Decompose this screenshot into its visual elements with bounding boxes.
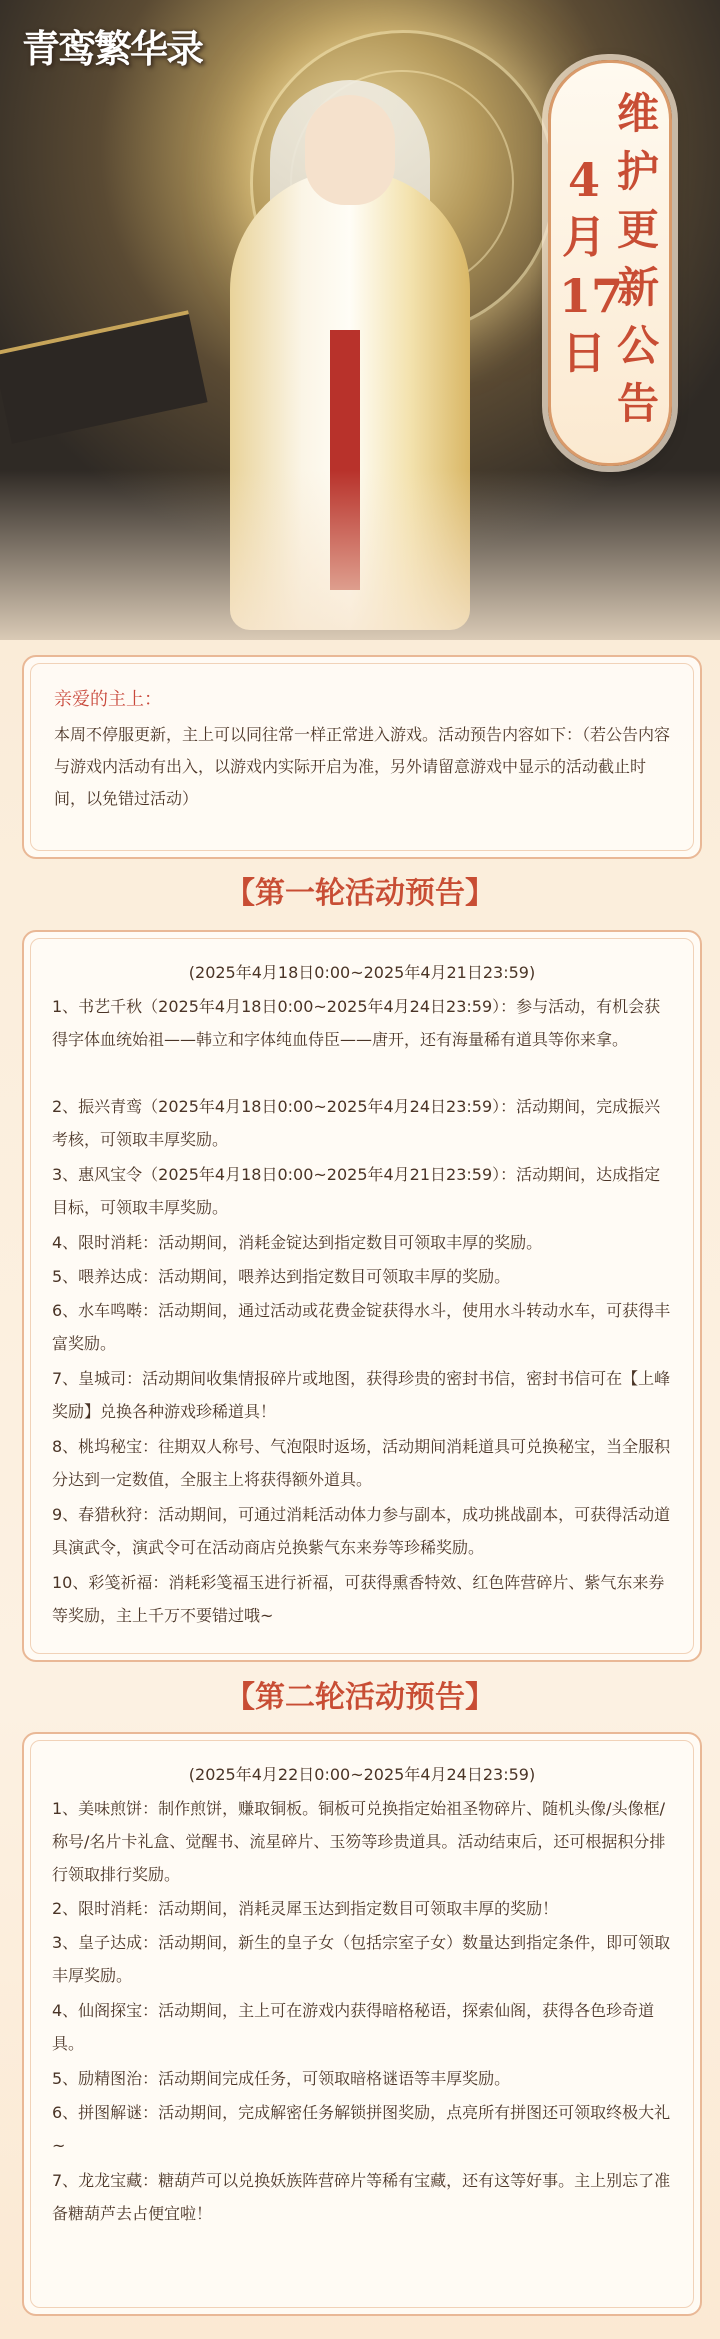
round1-item: 1、书艺千秋（2025年4月18日0:00~2025年4月24日23:59）：参与活动，有机会获得字体血统始祖——韩立和字体纯血侍臣——唐开，还有海量稀有道具等你来拿。: [52, 997, 661, 1049]
round1-item: 9、春猎秋狩：活动期间，可通过消耗活动体力参与副本，成功挑战副本，可获得活动道具演武令，演武令可在活动商店兑换紫气东来券等珍稀奖励。: [52, 1505, 671, 1557]
title-month-unit: 月: [562, 212, 606, 263]
round2-card: [22, 1732, 702, 2316]
game-logo: 青鸾繁华录: [22, 26, 203, 71]
greeting: 亲爱的主上：: [54, 689, 162, 710]
round2-item: 6、拼图解谜：活动期间，完成解密任务解锁拼图奖励，点亮所有拼图还可领取终极大礼~: [52, 2103, 671, 2155]
title-day-unit: 日: [562, 328, 606, 379]
round1-item: 10、彩笺祈福：消耗彩笺福玉进行祈福，可获得熏香特效、红色阵营碎片、紫气东来券等奖励，主上千万不要错过哦~: [52, 1573, 665, 1625]
round2-title: 【第二轮活动预告】: [225, 1680, 495, 1715]
round1-item: 5、喂养达成：活动期间，喂养达到指定数目可领取丰厚的奖励。: [52, 1267, 511, 1286]
round1-item: 2、振兴青鸾（2025年4月18日0:00~2025年4月24日23:59）：活动期间，完成振兴考核，可领取丰厚奖励。: [52, 1097, 661, 1149]
round2-item: 1、美味煎饼：制作煎饼，赚取铜板。铜板可兑换指定始祖圣物碎片、随机头像/头像框/称号/名片卡礼盒、觉醒书、流星碎片、玉笏等珍贵道具。活动结束后，还可根据积分排行领取排行奖励。: [52, 1799, 666, 1884]
round2-item: 2、限时消耗：活动期间，消耗灵犀玉达到指定数目可领取丰厚的奖励！: [52, 1899, 559, 1918]
round1-item: 8、桃坞秘宝：往期双人称号、气泡限时返场，活动期间消耗道具可兑换秘宝，当全服积分达到一定数值，全服主上将获得额外道具。: [52, 1437, 671, 1489]
title-month: 4: [567, 153, 600, 207]
title-day: 17: [559, 269, 624, 323]
round1-item: 4、限时消耗：活动期间，消耗金锭达到指定数目可领取丰厚的奖励。: [52, 1233, 543, 1252]
scroll-decoration: [0, 310, 208, 444]
round1-item: 3、惠风宝令（2025年4月18日0:00~2025年4月21日23:59）：活动期间，达成指定目标，可领取丰厚奖励。: [52, 1165, 661, 1217]
intro-box: [22, 655, 702, 859]
title-main: 维护更新公告: [616, 89, 659, 428]
intro-paragraph: 本周不停服更新，主上可以同往常一样正常进入游戏。活动预告内容如下：（若公告内容与游戏内活动有出入，以游戏内实际开启为准，另外请留意游戏中显示的活动截止时间，以免错过活动）: [54, 725, 671, 808]
round2-item: 5、励精图治：活动期间完成任务，可领取暗格谜语等丰厚奖励。: [52, 2069, 511, 2088]
round1-card: [22, 930, 702, 1662]
hero-banner: [0, 0, 720, 640]
hero-fade: [0, 470, 720, 640]
round2-item: 3、皇子达成：活动期间，新生的皇子女（包括宗室子女）数量达到指定条件，即可领取丰厚奖励。: [52, 1933, 671, 1985]
title-date: [559, 151, 624, 383]
round2-item: 4、仙阁探宝：活动期间，主上可在游戏内获得暗格秘语，探索仙阁，获得各色珍奇道具。: [52, 2001, 655, 2053]
announcement-title-panel: [548, 60, 672, 466]
round1-title: 【第一轮活动预告】: [225, 876, 495, 911]
round1-item: 6、水车鸣啭：活动期间，通过活动或花费金锭获得水斗，使用水斗转动水车，可获得丰富奖励。: [52, 1301, 671, 1353]
round1-period: (2025年4月18日0:00~2025年4月21日23:59): [188, 963, 536, 982]
round2-period: (2025年4月22日0:00~2025年4月24日23:59): [188, 1765, 536, 1784]
round1-item: 7、皇城司：活动期间收集情报碎片或地图，获得珍贵的密封书信，密封书信可在【上峰奖励】兑换各种游戏珍稀道具！: [52, 1369, 671, 1421]
round2-item: 7、龙龙宝藏：糖葫芦可以兑换妖族阵营碎片等稀有宝藏，还有这等好事。主上别忘了准备糖葫芦去占便宜啦！: [52, 2171, 671, 2223]
character-face: [305, 95, 395, 205]
